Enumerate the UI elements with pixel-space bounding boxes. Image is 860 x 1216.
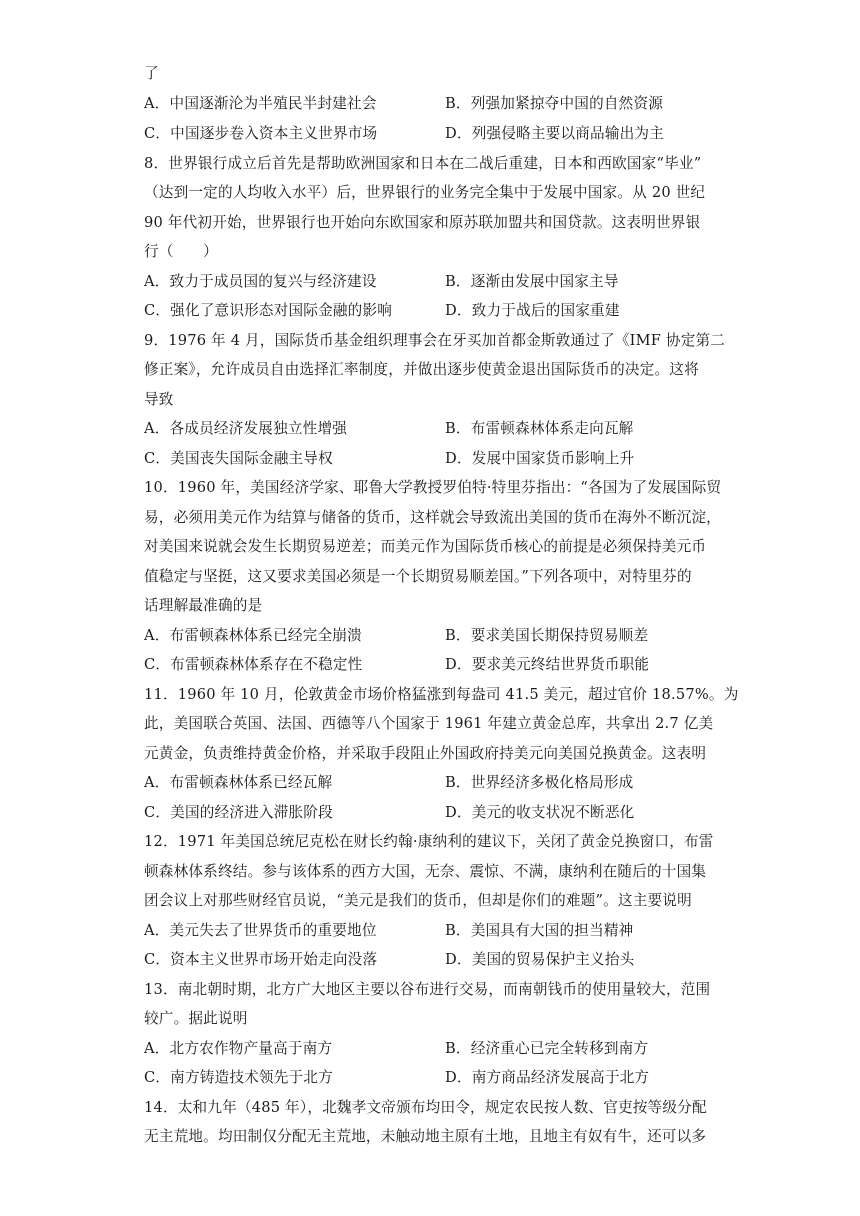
q14-stem-line-2: 无主荒地。均田制仅分配无主荒地，未触动地主原有土地，且地主有奴有牛，还可以多: [144, 1128, 707, 1145]
q7-option-a: A．中国逐渐沦为半殖民半封建社会: [144, 95, 377, 112]
q7-option-b: B．列强加紧掠夺中国的自然资源: [445, 95, 664, 112]
q12-option-d: D．美国的贸易保护主义抬头: [445, 951, 635, 968]
q8-stem-line-1: 8．世界银行成立后首先是帮助欧洲国家和日本在二战后重建，日本和西欧国家“毕业”: [144, 155, 702, 172]
q8-option-c: C．强化了意识形态对国际金融的影响: [144, 302, 393, 319]
question-7-continuation: 了: [144, 65, 159, 82]
q8-option-b: B．逐渐由发展中国家主导: [445, 273, 619, 290]
q13-option-c: C．南方铸造技术领先于北方: [144, 1069, 333, 1086]
q10-option-b: B．要求美国长期保持贸易顺差: [445, 627, 649, 644]
q12-stem-line-1: 12．1971 年美国总统尼克松在财长约翰·康纳利的建议下，关闭了黄金兑换窗口，布雷: [144, 833, 714, 850]
q10-stem-line-1: 10．1960 年，美国经济学家、耶鲁大学教授罗伯特·特里芬指出：“各国为了发展国际贸: [144, 479, 722, 496]
q12-option-a: A．美元失去了世界货币的重要地位: [144, 922, 377, 939]
q9-stem-line-1: 9．1976 年 4 月，国际货币基金组织理事会在牙买加首都金斯敦通过了《IMF 协定第二: [144, 332, 726, 349]
q7-option-d: D．列强侵略主要以商品输出为主: [445, 125, 665, 142]
q10-option-d: D．要求美元终结世界货币职能: [445, 656, 650, 673]
q10-option-a: A．布雷顿森林体系已经完全崩溃: [144, 627, 362, 644]
q9-option-b: B．布雷顿森林体系走向瓦解: [445, 420, 634, 437]
q8-option-a: A．致力于成员国的复兴与经济建设: [144, 273, 377, 290]
q11-stem-line-3: 元黄金，负责维持黄金价格，并采取手段阻止外国政府持美元向美国兑换黄金。这表明: [144, 745, 707, 762]
q13-option-a: A．北方农作物产量高于南方: [144, 1040, 333, 1057]
q10-stem-line-5: 话理解最准确的是: [144, 597, 263, 614]
q11-option-d: D．美元的收支状况不断恶化: [445, 804, 635, 821]
q9-stem-line-3: 导致: [144, 391, 174, 408]
q14-stem-line-1: 14．太和九年（485 年），北魏孝文帝颁布均田令，规定农民按人数、官吏按等级分配: [144, 1099, 707, 1116]
q13-option-b: B．经济重心已完全转移到南方: [445, 1040, 649, 1057]
q7-option-c: C．中国逐步卷入资本主义世界市场: [144, 125, 378, 142]
q9-option-c: C．美国丧失国际金融主导权: [144, 450, 333, 467]
q8-option-d: D．致力于战后的国家重建: [445, 302, 620, 319]
q13-stem-line-2: 较广。据此说明: [144, 1010, 248, 1027]
q12-stem-line-2: 顿森林体系终结。参与该体系的西方大国，无奈、震惊、不满，康纳利在随后的十国集: [144, 863, 707, 880]
q11-option-c: C．美国的经济进入滞胀阶段: [144, 804, 333, 821]
q10-stem-line-2: 易，必须用美元作为结算与储备的货币，这样就会导致流出美国的货币在海外不断沉淀，: [144, 509, 721, 526]
q12-option-c: C．资本主义世界市场开始走向没落: [144, 951, 378, 968]
q12-stem-line-3: 团会议上对那些财经官员说，“美元是我们的货币，但却是你们的难题”。这主要说明: [144, 892, 692, 909]
q8-stem-line-4: 行（ ）: [144, 243, 218, 260]
q11-option-a: A．布雷顿森林体系已经瓦解: [144, 774, 333, 791]
q12-option-b: B．美国具有大国的担当精神: [445, 922, 634, 939]
q8-stem-line-3: 90 年代初开始，世界银行也开始向东欧国家和原苏联加盟共和国贷款。这表明世界银: [144, 214, 701, 231]
q8-stem-line-2: （达到一定的人均收入水平）后，世界银行的业务完全集中于发展中国家。从 20 世纪: [144, 184, 706, 201]
q10-stem-line-4: 值稳定与坚挺，这又要求美国必须是一个长期贸易顺差国。”下列各项中，对特里芬的: [144, 568, 692, 585]
q10-option-c: C．布雷顿森林体系存在不稳定性: [144, 656, 363, 673]
q10-stem-line-3: 对美国来说就会发生长期贸易逆差；而美元作为国际货币核心的前提是必须保持美元币: [144, 538, 707, 555]
q9-option-d: D．发展中国家货币影响上升: [445, 450, 635, 467]
q9-stem-line-2: 修正案》，允许成员自由选择汇率制度，并做出逐步使黄金退出国际货币的决定。这将: [144, 361, 699, 378]
q9-option-a: A．各成员经济发展独立性增强: [144, 420, 348, 437]
q13-option-d: D．南方商品经济发展高于北方: [445, 1069, 650, 1086]
q11-stem-line-2: 此，美国联合英国、法国、西德等八个国家于 1961 年建立黄金总库，共拿出 2.7 亿美: [144, 715, 714, 732]
q13-stem-line-1: 13．南北朝时期，北方广大地区主要以谷布进行交易，而南朝钱币的使用量较大，范围: [144, 981, 711, 998]
q11-option-b: B．世界经济多极化格局形成: [445, 774, 634, 791]
q11-stem-line-1: 11．1960 年 10 月，伦敦黄金市场价格猛涨到每盎司 41.5 美元，超过官价 18.57%。为: [144, 686, 739, 703]
